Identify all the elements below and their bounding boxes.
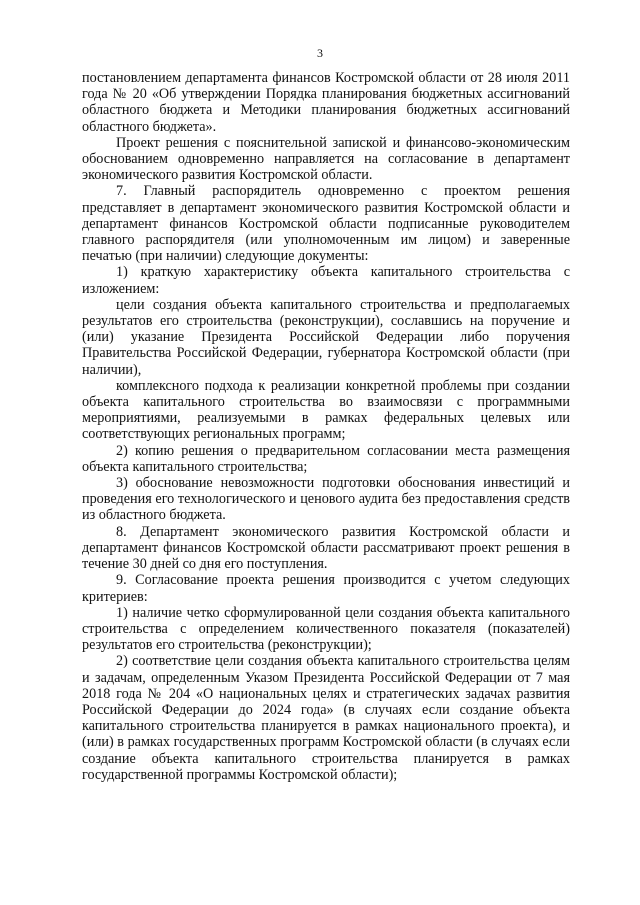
paragraph-item-7: 7. Главный распорядитель одновременно с проектом решения представляет в департамент экономического развития Костромской области и департамент финансов Костромской области подписанные руководителем главного распорядителя (или уполномоченным им лицом) и заверенные печатью (при наличии) следующие документы: [82,183,570,265]
paragraph-criterion-1: 1) наличие четко сформулированной цели создания объекта капитального строительства с определением количественного показателя (показателей) результатов его строительства (реконструкции); [82,604,570,654]
paragraph-subitem-1: 1) краткую характеристику объекта капитального строительства с изложением: [82,264,570,297]
paragraph-project-approval: Проект решения с пояснительной запиской и финансово-экономическим обоснованием одновременно направляется на согласование в департамент экономического развития Костромской области. [82,134,570,184]
paragraph-goals: цели создания объекта капитального строительства и предполагаемых результатов его строительства (реконструкции), сославшись на поручение и (или) указание Президента Российской Федерации либо поручения Правительства Российской Федерации, губернатора Костромской области (при наличии), [82,296,570,378]
paragraph-criterion-2: 2) соответствие цели создания объекта капитального строительства целям и задачам, определенным Указом Президента Российской Федерации от 7 мая 2018 года № 204 «О национальных целях и стратегических задачах развития Российской Федерации до 2024 года» (в случаях если создание объекта капитального строительства планируется в рамках национального проекта), и (или) в рамках государственных программ Костромской области (в случаях если создание объекта капитального строительства планируется в рамках государственной программы Костромской области); [82,653,570,783]
paragraph-complex-approach: комплексного подхода к реализации конкретной проблемы при создании объекта капитального строительства во взаимосвязи с программными мероприятиями, реализуемыми в рамках федеральных целевых или соответствующих региональных программ; [82,377,570,443]
page-number: 3 [317,46,323,60]
paragraph-subitem-2: 2) копию решения о предварительном согласовании места размещения объекта капитального строительства; [82,442,570,475]
paragraph-continuation: постановлением департамента финансов Костромской области от 28 июля 2011 года № 20 «Об утверждении Порядка планирования бюджетных ассигнований областного бюджета и Методики планирования бюджетных ассигнований областного бюджета». [82,70,570,135]
paragraph-item-9: 9. Согласование проекта решения производится с учетом следующих критериев: [82,572,570,605]
document-body [82,70,570,783]
paragraph-item-8: 8. Департамент экономического развития Костромской области и департамент финансов Костромской области рассматривают проект решения в течение 30 дней со дня его поступления. [82,523,570,573]
paragraph-subitem-3: 3) обоснование невозможности подготовки обоснования инвестиций и проведения его технологического и ценового аудита без предоставления средств из областного бюджета. [82,475,570,524]
